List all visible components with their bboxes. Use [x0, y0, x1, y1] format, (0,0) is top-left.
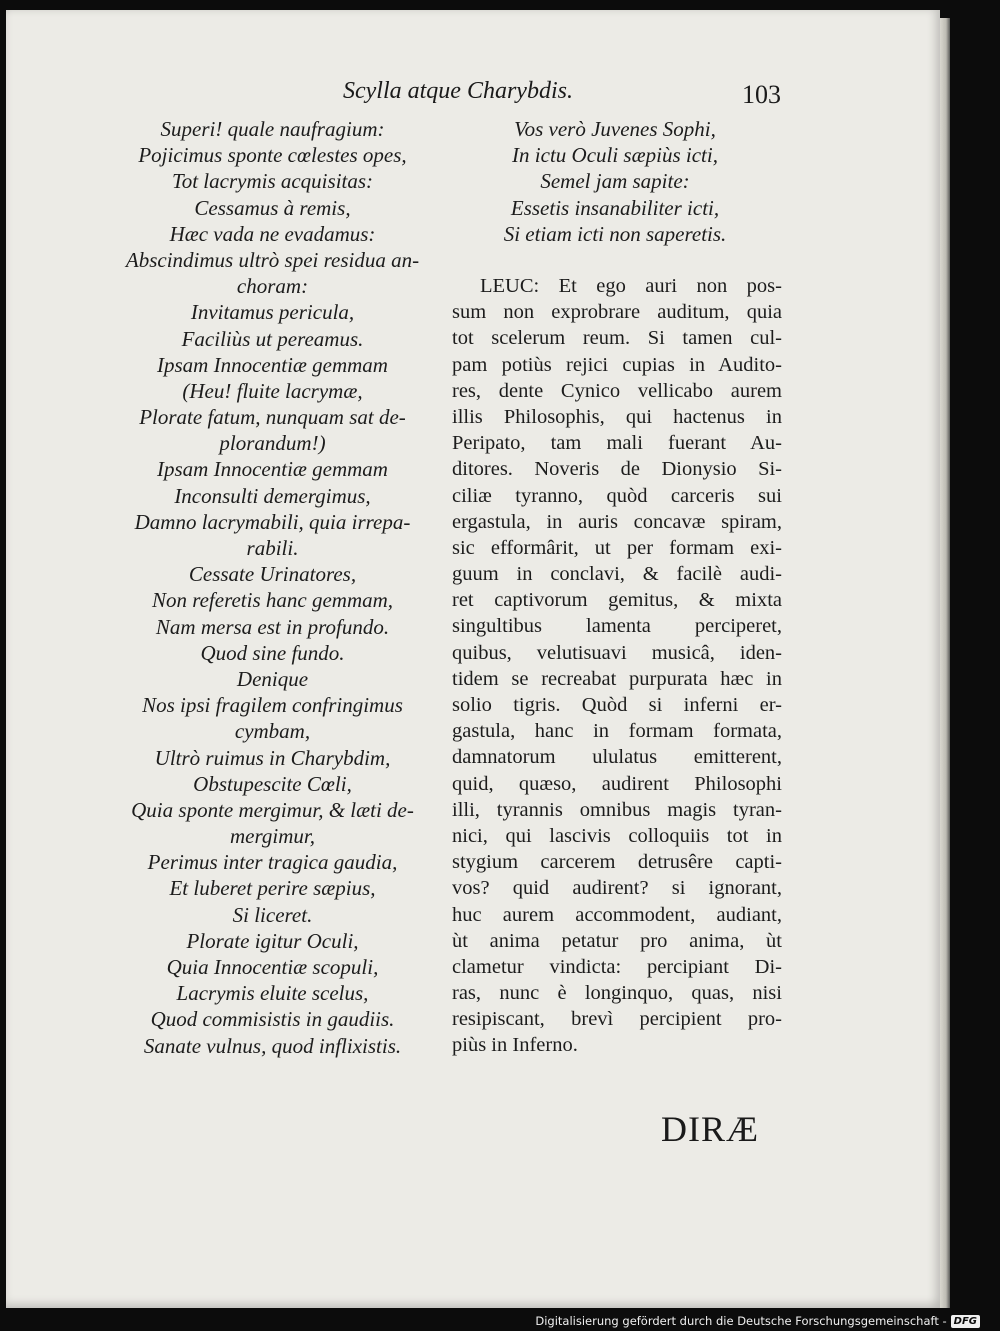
prose-line: illis Philosophis, qui hactenus in — [452, 405, 782, 428]
verse-line: Tot lacrymis acquisitas: — [171, 169, 374, 194]
verse-line: Quia Innocentiæ scopuli, — [166, 955, 379, 979]
left-verse-column — [100, 116, 445, 1059]
verse-line: Faciliùs ut pereamus. — [181, 326, 364, 351]
verse-line: Inconsulti demergimus, — [174, 483, 371, 508]
right-verse-column — [470, 116, 760, 247]
catchword: DIRÆ — [661, 1109, 760, 1149]
verse-line: Vos verò Juvenes Sophi, — [514, 117, 716, 141]
prose-line: LEUC: Et ego auri non pos- — [480, 275, 782, 297]
prose-line: ras, nunc è longinquo, quas, nisi — [452, 982, 782, 1005]
verse-line: Denique — [236, 666, 309, 691]
page-number: 103 — [742, 80, 781, 109]
verse-line: Pojicimus sponte cœlestes opes, — [138, 143, 407, 168]
verse-line: Ultrò ruimus in Charybdim, — [154, 745, 391, 770]
prose-line: guum in conclavi, & facilè audi- — [452, 563, 782, 586]
prose-line: tot scelerum reum. Si tamen cul- — [452, 327, 782, 350]
prose-line: quibus, velutisuavi musicâ, iden- — [452, 641, 782, 664]
right-prose-column — [452, 273, 782, 1059]
verse-line: Abscindimus ultrò spei residua an- — [125, 247, 420, 272]
verse-line: Hæc vada ne evadamus: — [169, 221, 376, 246]
verse-line: Quod commisistis in gaudiis. — [150, 1007, 395, 1032]
verse-line: Quod sine fundo. — [200, 640, 345, 665]
page-edge — [940, 18, 950, 1308]
verse-line: Si liceret. — [232, 902, 313, 927]
prose-line: Peripato, tam mali fuerant Au- — [452, 432, 782, 455]
footer-credit — [535, 1314, 980, 1328]
verse-line: Et luberet perire sæpius, — [169, 876, 376, 901]
prose-line: quid, quæso, audirent Philosophi — [452, 772, 782, 795]
footer-credit-text: Digitalisierung gefördert durch die Deutsche Forschungsgemeinschaft - — [535, 1314, 947, 1328]
prose-line: huc aurem accommodent, audiant, — [452, 903, 782, 926]
verse-line: Invitamus pericula, — [190, 300, 355, 325]
verse-line: cymbam, — [234, 719, 311, 744]
verse-line: rabili. — [246, 536, 299, 560]
prose-line: ergastula, in auris concavæ spiram, — [452, 510, 782, 533]
prose-line: sic efformârit, ut per formam exi- — [452, 536, 782, 559]
prose-line: illi, tyrannis omnibus magis tyran- — [452, 798, 782, 821]
verse-line: Non referetis hanc gemmam, — [151, 588, 394, 613]
prose-line: res, dente Cynico vellicabo aurem — [452, 379, 782, 402]
prose-line: ciliæ tyranno, quòd carceris sui — [452, 484, 782, 507]
verse-line: Cessamus à remis, — [194, 195, 351, 220]
prose-line: damnatorum ululatus emitterent, — [452, 746, 782, 769]
prose-line: ditores. Noveris de Dionysio Si- — [452, 458, 782, 481]
prose-line: ùt anima petatur pro anima, ùt — [452, 929, 782, 952]
running-head: Scylla atque Charybdis. — [343, 78, 573, 104]
verse-line: Superi! quale naufragium: — [160, 117, 385, 141]
verse-line: Nos ipsi fragilem confringimus — [142, 693, 403, 718]
prose-line: sum non exprobrare auditum, quia — [452, 301, 782, 324]
prose-line: gastula, hanc in formam formata, — [452, 720, 782, 743]
prose-line: piùs in Inferno. — [452, 1034, 578, 1057]
verse-line: Obstupescite Cœli, — [193, 771, 352, 796]
verse-line: Plorate igitur Oculi, — [186, 928, 359, 953]
verse-line: plorandum!) — [219, 431, 326, 456]
verse-line: Ipsam Innocentiæ gemmam — [157, 457, 388, 482]
verse-line: Plorate fatum, nunquam sat de- — [139, 405, 406, 430]
verse-line: Essetis insanabiliter icti, — [510, 195, 720, 220]
verse-line: Damno lacrymabili, quia irrepa- — [134, 509, 411, 534]
prose-line: clametur vindicta: percipiant Di- — [452, 955, 782, 978]
verse-line: Perimus inter tragica gaudia, — [147, 850, 398, 875]
prose-line: stygium carcerem detrusêre capti- — [452, 851, 782, 874]
prose-line: nici, qui lascivis colloquiis tot in — [452, 824, 782, 847]
verse-line: Quia sponte mergimur, & læti de- — [131, 797, 414, 822]
verse-line: Si etiam icti non saperetis. — [503, 221, 727, 246]
verse-line: mergimur, — [230, 824, 315, 849]
verse-line: choram: — [236, 274, 309, 299]
verse-line: Lacrymis eluite scelus, — [176, 981, 369, 1006]
verse-line: In ictu Oculi sæpiùs icti, — [512, 143, 718, 168]
verse-line: (Heu! fluite lacrymæ, — [182, 378, 363, 403]
prose-line: resipiscant, brevì percipient pro- — [452, 1008, 782, 1031]
dfg-logo: DFG — [951, 1315, 980, 1328]
verse-line: Ipsam Innocentiæ gemmam — [157, 352, 388, 377]
verse-line: Sanate vulnus, quod inflixistis. — [143, 1033, 402, 1058]
prose-line: solio tigris. Quòd si inferni er- — [452, 694, 782, 716]
verse-line: Cessate Urinatores, — [188, 562, 357, 587]
prose-line: vos? quid audirent? si ignorant, — [452, 877, 782, 900]
prose-line: ret captivorum gemitus, & mixta — [452, 589, 782, 612]
prose-line: tidem se recreabat purpurata hæc in — [452, 667, 782, 690]
verse-line: Nam mersa est in profundo. — [155, 614, 390, 639]
prose-line: pam potiùs rejici cupias in Audito- — [452, 353, 782, 376]
verse-line: Semel jam sapite: — [540, 169, 690, 194]
prose-line: singultibus lamenta perciperet, — [452, 615, 782, 638]
